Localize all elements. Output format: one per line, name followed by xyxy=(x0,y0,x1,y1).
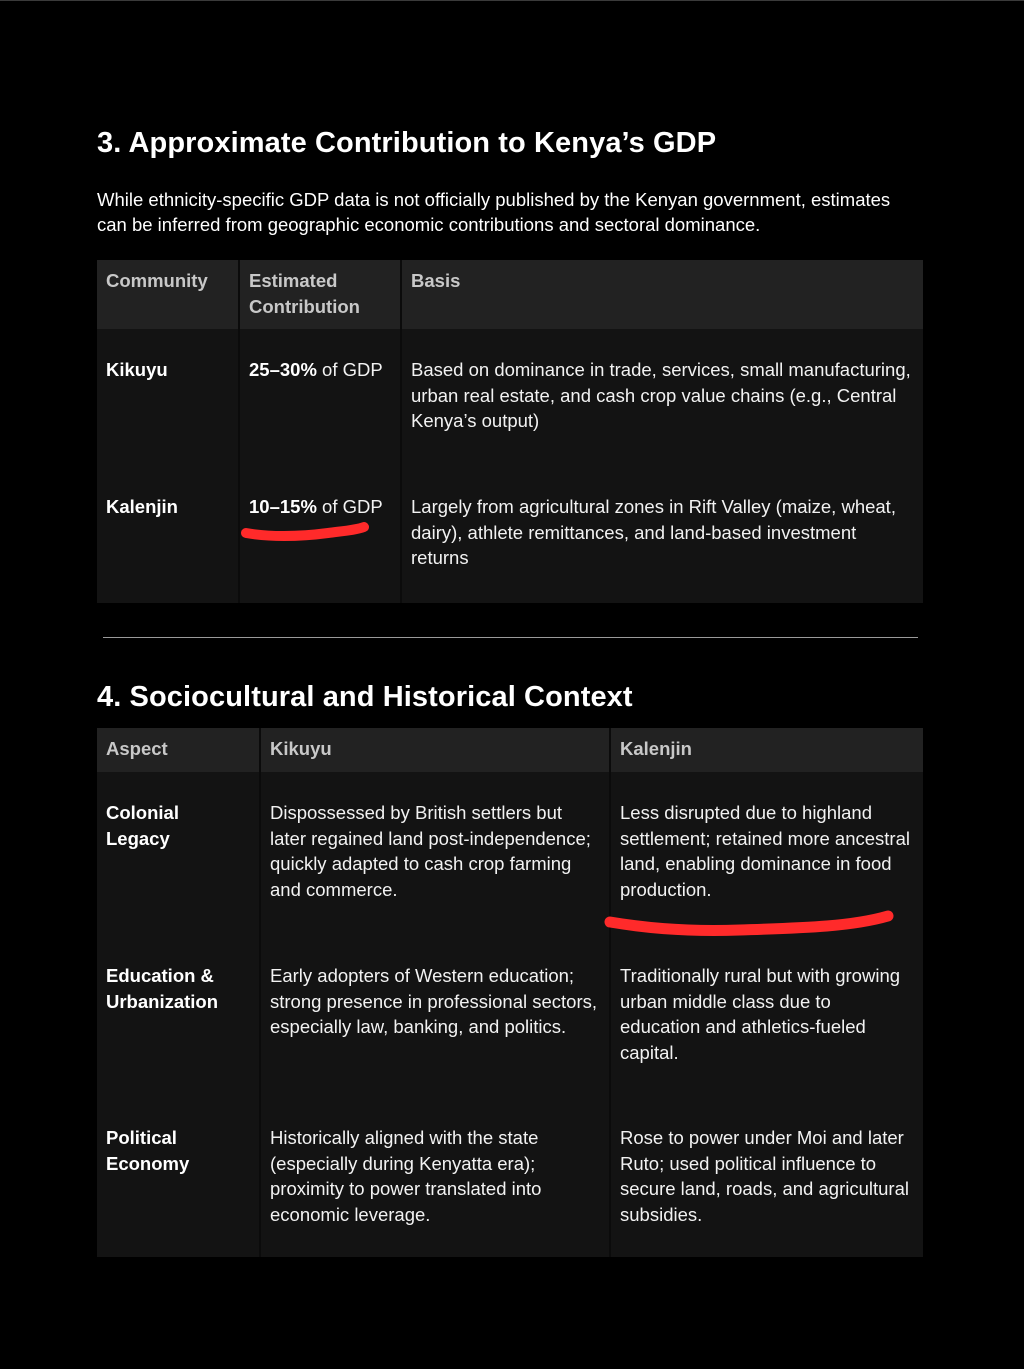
gdp-contribution-table xyxy=(97,260,923,603)
cell-kalenjin: Traditionally rural but with growing urban middle class due to education and athletics-fueled capital. xyxy=(609,935,923,1097)
cell-basis: Based on dominance in trade, services, small manufacturing, urban real estate, and cash crop value chains (e.g., Central Kenya’s output) xyxy=(400,329,923,466)
cell-kalenjin: Less disrupted due to highland settlement; retained more ancestral land, enabling dominance in food production. xyxy=(609,772,923,935)
cell-aspect: Colonial Legacy xyxy=(97,772,259,935)
cell-contribution xyxy=(238,466,400,603)
table-row-kalenjin xyxy=(97,466,923,603)
cell-kikuyu: Early adopters of Western education; strong presence in professional sectors, especially law, banking, and politics. xyxy=(259,935,609,1097)
cell-community: Kikuyu xyxy=(97,329,238,466)
table-header-row xyxy=(97,728,923,772)
cell-aspect: Education & Urbanization xyxy=(97,935,259,1097)
header-estimated-contribution xyxy=(238,260,400,329)
table-row-colonial-legacy xyxy=(97,772,923,935)
gdp-intro-paragraph: While ethnicity-specific GDP data is not officially published by the Kenyan government, estimates can be inferred from geographic economic contributions and sectoral dominance. xyxy=(97,189,891,235)
table-row-political-economy xyxy=(97,1097,923,1257)
header-contribution-line1: Estimated xyxy=(249,270,338,291)
header-kalenjin: Kalenjin xyxy=(609,728,923,772)
header-community: Community xyxy=(97,260,238,329)
sociocultural-context-table xyxy=(97,728,923,1257)
section-divider xyxy=(103,637,918,638)
header-basis: Basis xyxy=(400,260,923,329)
header-contribution-line2: Contribution xyxy=(249,296,360,317)
contribution-range: 10–15% xyxy=(249,496,317,517)
contribution-suffix: of GDP xyxy=(316,496,383,517)
cell-community: Kalenjin xyxy=(97,466,238,603)
table-row-education-urbanization xyxy=(97,935,923,1097)
contribution-suffix: of GDP xyxy=(316,359,383,380)
cell-aspect: Political Economy xyxy=(97,1097,259,1257)
contribution-range: 25–30% xyxy=(249,359,317,380)
cell-contribution xyxy=(238,329,400,466)
cell-basis: Largely from agricultural zones in Rift Valley (maize, wheat, dairy), athlete remittances, and land-based investment returns xyxy=(400,466,923,603)
gdp-section-heading: 3. Approximate Contribution to Kenya’s GDP xyxy=(97,127,717,159)
table-row-kikuyu xyxy=(97,329,923,466)
table-header-row xyxy=(97,260,923,329)
cell-kalenjin: Rose to power under Moi and later Ruto; used political influence to secure land, roads, and agricultural subsidies. xyxy=(609,1097,923,1257)
top-edge-rule xyxy=(0,0,1024,1)
cell-kikuyu: Dispossessed by British settlers but later regained land post-independence; quickly adapted to cash crop farming and commerce. xyxy=(259,772,609,935)
header-aspect: Aspect xyxy=(97,728,259,772)
context-section-heading: 4. Sociocultural and Historical Context xyxy=(97,681,633,713)
cell-kikuyu: Historically aligned with the state (especially during Kenyatta era); proximity to power translated into economic leverage. xyxy=(259,1097,609,1257)
header-kikuyu: Kikuyu xyxy=(259,728,609,772)
